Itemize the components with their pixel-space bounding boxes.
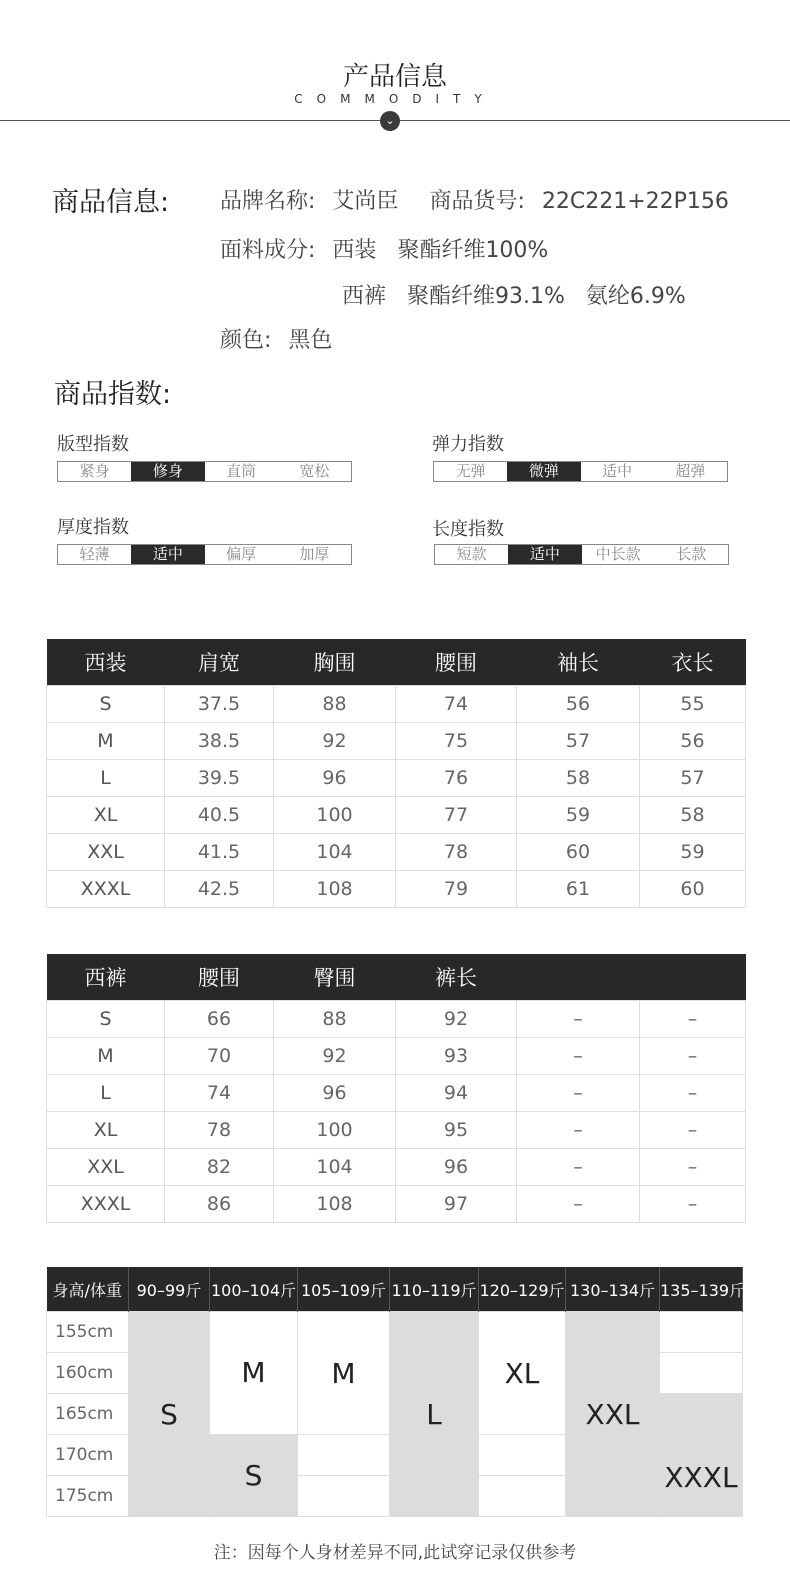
size-label-cell: XXL (47, 834, 165, 871)
column-header: 裤长 (396, 954, 517, 1001)
measurement-cell: 96 (274, 760, 396, 797)
brand-label: 品牌名称: (220, 189, 316, 214)
thickness-index-label: 厚度指数 (57, 517, 129, 538)
size-label-cell: XXXL (47, 871, 165, 908)
measurement-cell: 92 (396, 1001, 517, 1038)
indices-heading: 商品指数: (54, 379, 172, 410)
color-label: 颜色: (220, 328, 272, 353)
measurement-cell: 78 (396, 834, 517, 871)
size-label-cell: M (47, 1038, 165, 1075)
length-index-label: 长度指数 (432, 519, 504, 540)
weight-header: 120–129斤 (479, 1267, 566, 1312)
fit-index-label: 版型指数 (57, 434, 129, 455)
sku-label: 商品货号: (429, 189, 525, 214)
table-row (47, 760, 746, 797)
elastic-option: 适中 (602, 462, 633, 480)
fit-index-bar (57, 461, 352, 482)
length-option: 适中 (508, 545, 581, 564)
measurement-cell: 66 (165, 1001, 274, 1038)
measurement-cell: – (640, 1112, 746, 1149)
fit-option: 宽松 (299, 462, 330, 480)
measurement-cell: – (640, 1038, 746, 1075)
rec-empty-cell (298, 1435, 390, 1476)
weight-header: 135–139斤 (660, 1267, 743, 1312)
weight-header: 130–134斤 (566, 1267, 660, 1312)
rec-size-cell: XXL (566, 1312, 660, 1517)
measurement-cell: 60 (640, 871, 746, 908)
elastic-option: 无弹 (455, 462, 486, 480)
size-label-cell: M (47, 723, 165, 760)
measurement-cell: 70 (165, 1038, 274, 1075)
elastic-option: 微弹 (507, 462, 580, 481)
chevron-down-icon: ⌄ (380, 111, 400, 131)
rec-size-cell: S (210, 1435, 298, 1517)
rec-empty-cell (479, 1435, 566, 1476)
table-row (47, 797, 746, 834)
fabric-label: 面料成分: (220, 238, 316, 263)
length-option: 中长款 (595, 545, 641, 563)
column-header: 袖长 (517, 639, 640, 686)
measurement-cell: 79 (396, 871, 517, 908)
rec-empty-cell (660, 1312, 743, 1353)
height-label: 170cm (47, 1435, 129, 1476)
measurement-cell: 75 (396, 723, 517, 760)
measurement-cell: 88 (274, 686, 396, 723)
fit-option: 紧身 (79, 462, 110, 480)
measurement-cell: 94 (396, 1075, 517, 1112)
thickness-option: 加厚 (299, 545, 330, 563)
rec-size-cell: L (390, 1312, 479, 1517)
sku-value: 22C221+22P156 (541, 189, 729, 214)
fit-option: 直筒 (226, 462, 257, 480)
height-label: 165cm (47, 1394, 129, 1435)
measurement-cell: 108 (274, 871, 396, 908)
rec-size-cell: S (129, 1312, 210, 1517)
measurement-cell: 76 (396, 760, 517, 797)
rec-empty-cell (479, 1476, 566, 1517)
height-label: 175cm (47, 1476, 129, 1517)
size-label-cell: XL (47, 1112, 165, 1149)
measurement-cell: 39.5 (165, 760, 274, 797)
measurement-cell: 40.5 (165, 797, 274, 834)
measurement-cell: – (517, 1075, 640, 1112)
size-label-cell: XXL (47, 1149, 165, 1186)
measurement-cell: 86 (165, 1186, 274, 1223)
page-subtitle: COMMODITY (294, 92, 496, 106)
measurement-cell: 97 (396, 1186, 517, 1223)
weight-header: 110–119斤 (390, 1267, 479, 1312)
table-row (47, 723, 746, 760)
measurement-cell: 96 (396, 1149, 517, 1186)
measurement-cell: 100 (274, 797, 396, 834)
table-row (47, 871, 746, 908)
thickness-option: 适中 (131, 545, 204, 564)
measurement-cell: 74 (396, 686, 517, 723)
measurement-cell: 57 (517, 723, 640, 760)
measurement-cell: 57 (640, 760, 746, 797)
size-label-cell: S (47, 1001, 165, 1038)
column-header: 西装 (47, 639, 165, 686)
measurement-cell: 42.5 (165, 871, 274, 908)
size-label-cell: L (47, 1075, 165, 1112)
footnote: 注：因每个人身材差异不同,此试穿记录仅供参考 (213, 1543, 577, 1563)
measurement-cell: 58 (640, 797, 746, 834)
measurement-cell: – (517, 1186, 640, 1223)
column-header: 衣长 (640, 639, 746, 686)
rec-empty-cell (298, 1476, 390, 1517)
weight-header: 100–104斤 (210, 1267, 298, 1312)
fabric-pants-row (342, 279, 686, 310)
rec-size-cell: XL (479, 1312, 566, 1435)
column-header: 肩宽 (165, 639, 274, 686)
measurement-cell: 93 (396, 1038, 517, 1075)
measurement-cell: 61 (517, 871, 640, 908)
table-row (47, 1112, 746, 1149)
fabric-suit: 西装 (332, 238, 377, 263)
measurement-cell: 108 (274, 1186, 396, 1223)
table-row (47, 1001, 746, 1038)
measurement-cell: 96 (274, 1075, 396, 1112)
column-header: 腰围 (396, 639, 517, 686)
column-header: 胸围 (274, 639, 396, 686)
rec-size-cell: XXXL (660, 1394, 743, 1517)
measurement-cell: – (517, 1001, 640, 1038)
column-header: 腰围 (165, 954, 274, 1001)
size-label-cell: L (47, 760, 165, 797)
height-label: 160cm (47, 1353, 129, 1394)
table-row (47, 1186, 746, 1223)
column-header (640, 954, 746, 1001)
color-value: 黑色 (288, 328, 333, 353)
measurement-cell: – (517, 1149, 640, 1186)
brand-value: 艾尚臣 (332, 189, 399, 214)
column-header (517, 954, 640, 1001)
fabric-suit-value: 聚酯纤维100% (397, 238, 549, 263)
size-label-cell: XXXL (47, 1186, 165, 1223)
rec-size-cell: M (298, 1312, 390, 1435)
elastic-index-label: 弹力指数 (432, 434, 504, 455)
measurement-cell: – (640, 1186, 746, 1223)
measurement-cell: 92 (274, 1038, 396, 1075)
measurement-cell: 95 (396, 1112, 517, 1149)
measurement-cell: – (640, 1075, 746, 1112)
rec-empty-cell (660, 1353, 743, 1394)
fabric-row (220, 233, 548, 264)
measurement-cell: 56 (640, 723, 746, 760)
table-row (47, 686, 746, 723)
table-row (47, 834, 746, 871)
measurement-cell: – (640, 1001, 746, 1038)
measurement-cell: 88 (274, 1001, 396, 1038)
measurement-cell: 58 (517, 760, 640, 797)
suit-size-table (46, 639, 746, 908)
column-header: 西裤 (47, 954, 165, 1001)
length-index-bar (434, 544, 729, 565)
length-option: 长款 (676, 545, 707, 563)
measurement-cell: 38.5 (165, 723, 274, 760)
measurement-cell: 77 (396, 797, 517, 834)
fabric-pants-value: 聚酯纤维93.1% (407, 284, 565, 309)
measurement-cell: – (640, 1149, 746, 1186)
measurement-cell: 104 (274, 834, 396, 871)
pants-size-table (46, 954, 746, 1223)
measurement-cell: 82 (165, 1149, 274, 1186)
measurement-cell: 92 (274, 723, 396, 760)
thickness-option: 轻薄 (79, 545, 110, 563)
measurement-cell: 100 (274, 1112, 396, 1149)
brand-row (220, 184, 729, 215)
weight-header: 105–109斤 (298, 1267, 390, 1312)
size-label-cell: XL (47, 797, 165, 834)
size-recommendation-table (46, 1267, 746, 1517)
measurement-cell: 55 (640, 686, 746, 723)
thickness-index-bar (57, 544, 352, 565)
measurement-cell: 41.5 (165, 834, 274, 871)
rec-corner-header: 身高/体重 (47, 1267, 129, 1312)
height-label: 155cm (47, 1312, 129, 1353)
size-label-cell: S (47, 686, 165, 723)
pants-table-header (47, 954, 746, 1001)
table-row (47, 1149, 746, 1186)
measurement-cell: 104 (274, 1149, 396, 1186)
elastic-index-bar (433, 461, 728, 482)
table-row (47, 1038, 746, 1075)
column-header: 臀围 (274, 954, 396, 1001)
fabric-pants-value2: 氨纶6.9% (585, 284, 686, 309)
fabric-pants: 西裤 (342, 284, 387, 309)
rec-size-cell: M (210, 1312, 298, 1435)
measurement-cell: 60 (517, 834, 640, 871)
suit-table-header (47, 639, 746, 686)
elastic-option: 超弹 (675, 462, 706, 480)
measurement-cell: 59 (517, 797, 640, 834)
measurement-cell: – (517, 1038, 640, 1075)
measurement-cell: 74 (165, 1075, 274, 1112)
measurement-cell: 37.5 (165, 686, 274, 723)
fit-option: 修身 (131, 462, 204, 481)
info-heading: 商品信息: (52, 187, 170, 218)
table-row (47, 1075, 746, 1112)
thickness-option: 偏厚 (226, 545, 257, 563)
color-row (220, 323, 332, 354)
weight-header: 90–99斤 (129, 1267, 210, 1312)
length-option: 短款 (456, 545, 487, 563)
measurement-cell: 78 (165, 1112, 274, 1149)
measurement-cell: 59 (640, 834, 746, 871)
page-title: 产品信息 (342, 62, 447, 92)
measurement-cell: 56 (517, 686, 640, 723)
measurement-cell: – (517, 1112, 640, 1149)
